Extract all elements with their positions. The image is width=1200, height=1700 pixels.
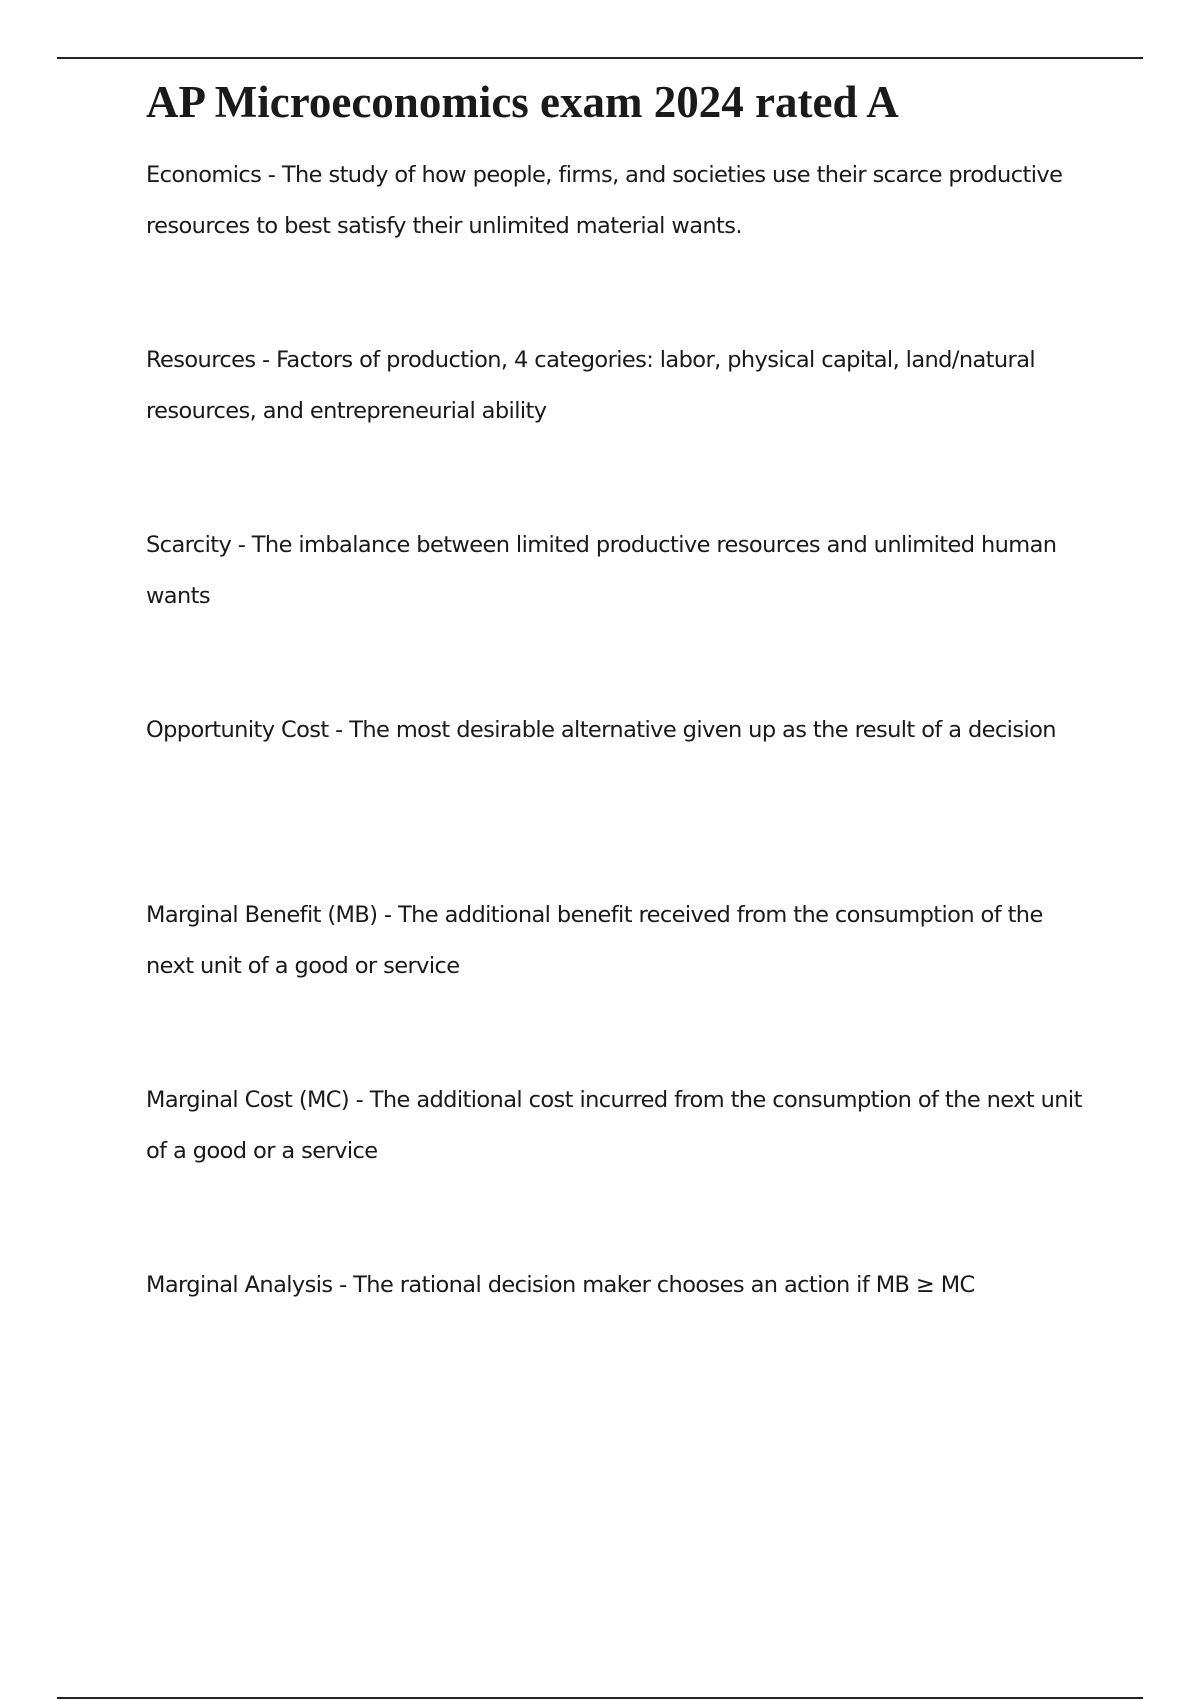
term-marginal-cost: Marginal Cost (MC) - The additional cost incurred from the consumption of the next unit of a good or a service	[146, 1087, 1082, 1164]
page-title: AP Microeconomics exam 2024 rated A	[146, 77, 899, 127]
term-opportunity-cost: Opportunity Cost - The most desirable alternative given up as the result of a decision	[146, 717, 1056, 743]
term-economics: Economics - The study of how people, firms, and societies use their scarce productive resources to best satisfy their unlimited material wants.	[146, 162, 1063, 239]
term-resources: Resources - Factors of production, 4 categories: labor, physical capital, land/natural resources, and entrepreneurial ability	[146, 347, 1036, 424]
term-list	[146, 150, 1086, 1445]
term-scarcity: Scarcity - The imbalance between limited productive resources and unlimited human wants	[146, 532, 1057, 609]
bottom-rule	[57, 1697, 1143, 1699]
top-rule	[57, 57, 1143, 59]
term-marginal-analysis: Marginal Analysis - The rational decision maker chooses an action if MB ≥ MC	[146, 1272, 975, 1298]
term-marginal-benefit: Marginal Benefit (MB) - The additional benefit received from the consumption of the next unit of a good or service	[146, 902, 1043, 979]
